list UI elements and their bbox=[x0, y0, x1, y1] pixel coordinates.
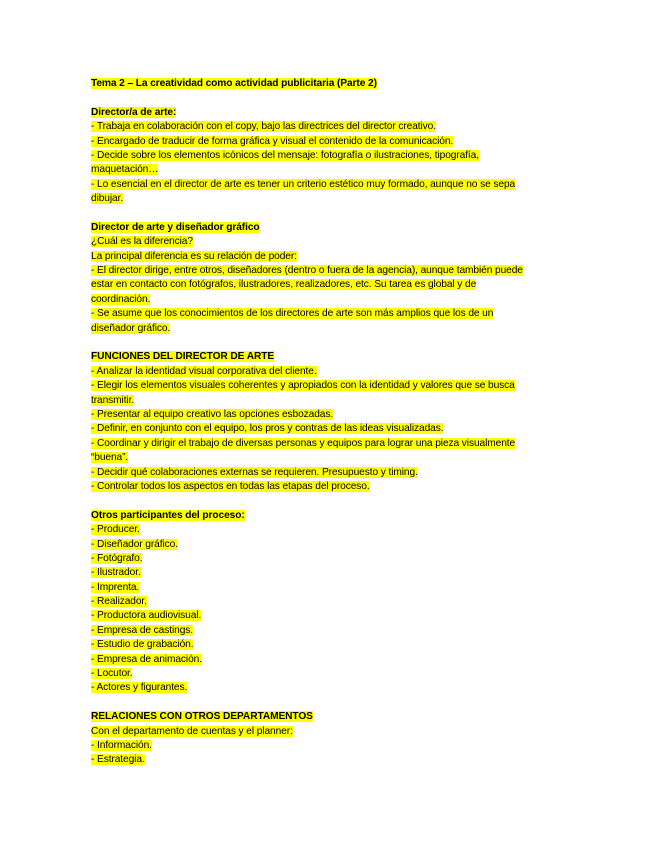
list-item bbox=[91, 480, 571, 494]
spacer bbox=[91, 494, 571, 508]
text-line: - Ilustrador. bbox=[91, 567, 141, 579]
list-item bbox=[91, 264, 571, 278]
list-item bbox=[91, 379, 571, 393]
text-line: - Encargado de traducir de forma gráfica y visual el contenido de la comunicación. bbox=[91, 135, 454, 147]
list-item bbox=[91, 681, 571, 695]
section-heading-line bbox=[91, 350, 571, 364]
text-line: - Decidir qué colaboraciones externas se requieren. Presupuesto y timing. bbox=[91, 466, 418, 478]
section-heading-line bbox=[91, 509, 571, 523]
text-line: diseñador gráfico. bbox=[91, 322, 171, 334]
text-line: - Presentar al equipo creativo las opciones esbozadas. bbox=[91, 408, 334, 420]
list-item bbox=[91, 307, 571, 321]
list-item bbox=[91, 149, 571, 163]
text-line: - Trabaja en colaboración con el copy, bajo las directrices del director creativo. bbox=[91, 121, 436, 133]
document-page bbox=[91, 77, 571, 768]
text-line: - Estrategia. bbox=[91, 754, 145, 766]
text-line: - Imprenta. bbox=[91, 581, 140, 593]
document-title-line bbox=[91, 77, 571, 91]
section-heading-participantes: Otros participantes del proceso: bbox=[91, 509, 245, 521]
text-line: - Se asume que los conocimientos de los directores de arte son más amplios que los de un bbox=[91, 308, 494, 320]
list-item bbox=[91, 753, 571, 767]
list-item bbox=[91, 466, 571, 480]
list-item bbox=[91, 538, 571, 552]
text-line: maquetación… bbox=[91, 164, 159, 176]
list-item bbox=[91, 624, 571, 638]
list-item bbox=[91, 653, 571, 667]
list-item bbox=[91, 322, 571, 336]
text-line-part-highlighted: , aunque también puede bbox=[415, 265, 523, 277]
list-item bbox=[91, 422, 571, 436]
list-item bbox=[91, 638, 571, 652]
text-line: - Estudio de grabación. bbox=[91, 639, 194, 651]
list-item bbox=[91, 609, 571, 623]
text-line: - Actores y figurantes. bbox=[91, 682, 188, 694]
text-line: - Coordinar y dirigir el trabajo de diversas personas y equipos para lograr una pieza visualmente bbox=[91, 437, 516, 449]
text-line-part-highlighted: - El director dirige, entre otros, diseñadores (dentro o fuera de la agencia) bbox=[91, 265, 416, 277]
section-heading-relaciones: RELACIONES CON OTROS DEPARTAMENTOS bbox=[91, 711, 313, 723]
list-item bbox=[91, 437, 571, 451]
text-line: - Fotógrafo. bbox=[91, 552, 143, 564]
text-line: - Lo esencial en el director de arte es tener un criterio estético muy formado, aunque no se sepa bbox=[91, 178, 516, 190]
text-line: - Decide sobre los elementos icónicos del mensaje: fotografía o ilustraciones, tipografía, bbox=[91, 149, 479, 161]
spacer bbox=[91, 696, 571, 710]
list-item bbox=[91, 394, 571, 408]
list-item bbox=[91, 278, 571, 292]
text-line: - Locutor. bbox=[91, 668, 133, 680]
text-line: - Diseñador gráfico. bbox=[91, 538, 178, 550]
section-heading-line bbox=[91, 221, 571, 235]
text-line: coordinación. bbox=[91, 293, 151, 305]
text-line: - Analizar la identidad visual corporativa del cliente. bbox=[91, 365, 317, 377]
section-heading-funciones: FUNCIONES DEL DIRECTOR DE ARTE bbox=[91, 351, 275, 363]
list-item bbox=[91, 408, 571, 422]
list-item bbox=[91, 365, 571, 379]
list-item bbox=[91, 163, 571, 177]
text-line: - Empresa de castings. bbox=[91, 624, 193, 636]
text-line: “buena”. bbox=[91, 452, 129, 464]
text-line: - Definir, en conjunto con el equipo, los pros y contras de las ideas visualizadas. bbox=[91, 423, 444, 435]
list-item bbox=[91, 667, 571, 681]
list-item bbox=[91, 250, 571, 264]
section-heading-line bbox=[91, 106, 571, 120]
list-item bbox=[91, 739, 571, 753]
text-line: - Controlar todos los aspectos en todas las etapas del proceso. bbox=[91, 480, 370, 492]
text-line: - Productora audiovisual. bbox=[91, 610, 202, 622]
list-item bbox=[91, 523, 571, 537]
list-item bbox=[91, 235, 571, 249]
list-item bbox=[91, 120, 571, 134]
list-item bbox=[91, 595, 571, 609]
text-line: ¿Cuál es la diferencia? bbox=[91, 236, 193, 248]
spacer bbox=[91, 91, 571, 105]
text-line: - Empresa de animación. bbox=[91, 653, 202, 665]
text-line: estar en contacto con fotógrafos, ilustradores, realizadores, etc. Su tarea es global y de bbox=[91, 279, 477, 291]
spacer bbox=[91, 336, 571, 350]
text-line: - Elegir los elementos visuales coherentes y apropiados con la identidad y valores que se busca bbox=[91, 380, 515, 392]
text-line: Con el departamento de cuentas y el planner: bbox=[91, 725, 293, 737]
list-item bbox=[91, 293, 571, 307]
list-item bbox=[91, 192, 571, 206]
list-item bbox=[91, 178, 571, 192]
document-title: Tema 2 – La creatividad como actividad publicitaria (Parte 2) bbox=[91, 78, 377, 89]
list-item bbox=[91, 566, 571, 580]
spacer bbox=[91, 207, 571, 221]
section-heading-director-disenador: Director de arte y diseñador gráfico bbox=[91, 221, 260, 233]
text-line: La principal diferencia es su relación de poder: bbox=[91, 250, 297, 262]
text-line: - Realizador. bbox=[91, 596, 147, 608]
text-line: - Información. bbox=[91, 739, 152, 751]
list-item bbox=[91, 135, 571, 149]
text-line: dibujar. bbox=[91, 193, 124, 205]
text-line: transmitir. bbox=[91, 394, 135, 406]
list-item bbox=[91, 451, 571, 465]
list-item bbox=[91, 725, 571, 739]
list-item bbox=[91, 581, 571, 595]
section-heading-line bbox=[91, 710, 571, 724]
text-line: - Producer. bbox=[91, 524, 140, 536]
list-item bbox=[91, 552, 571, 566]
section-heading-director-arte: Director/a de arte: bbox=[91, 106, 177, 118]
